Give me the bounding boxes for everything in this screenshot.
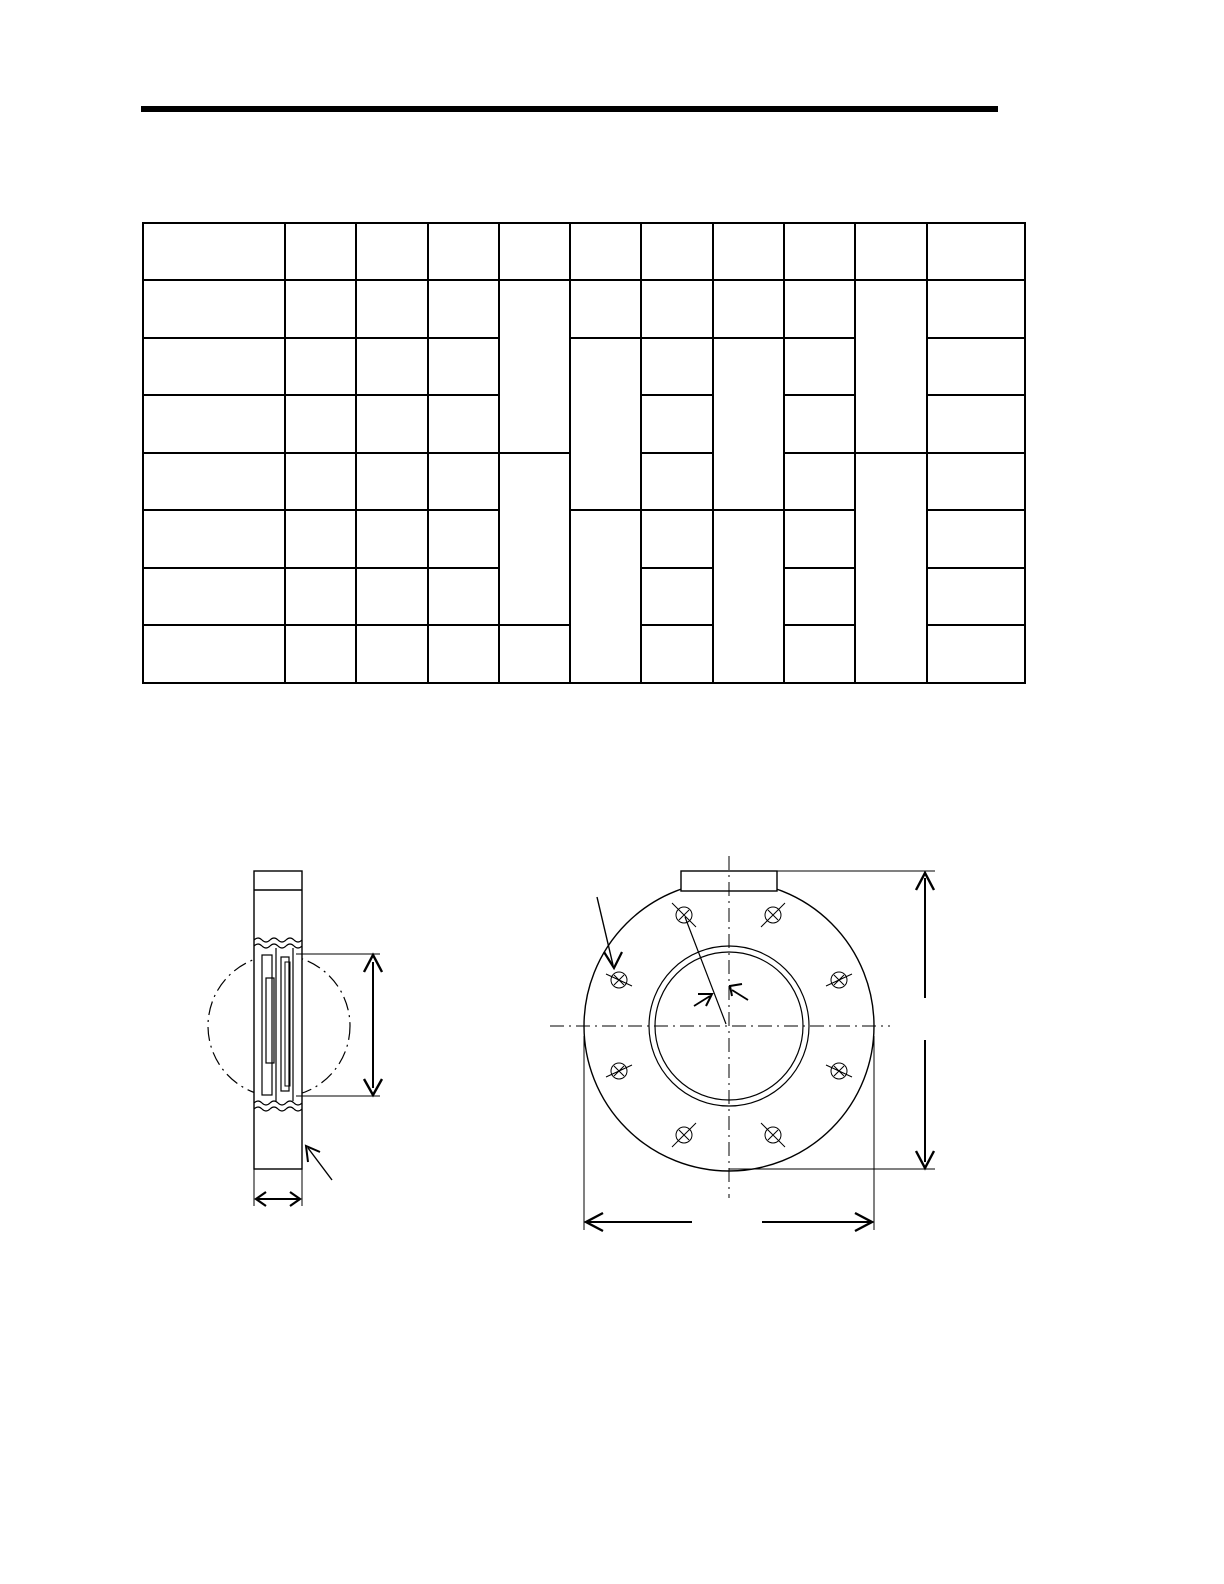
front-view-drawing — [550, 856, 935, 1231]
radius-line — [685, 917, 726, 1024]
leader-line — [308, 1148, 332, 1180]
leader-line — [732, 990, 748, 1000]
bolt-hole-mark — [606, 1065, 632, 1077]
dimension-table — [143, 223, 1025, 683]
side-view-drawing — [208, 871, 382, 1206]
bolt-hole-mark — [826, 1065, 852, 1077]
bolt-hole-mark — [606, 974, 632, 986]
flange-body — [254, 871, 302, 1169]
bolt-hole-mark — [826, 974, 852, 986]
arrowhead-icon — [604, 952, 622, 968]
